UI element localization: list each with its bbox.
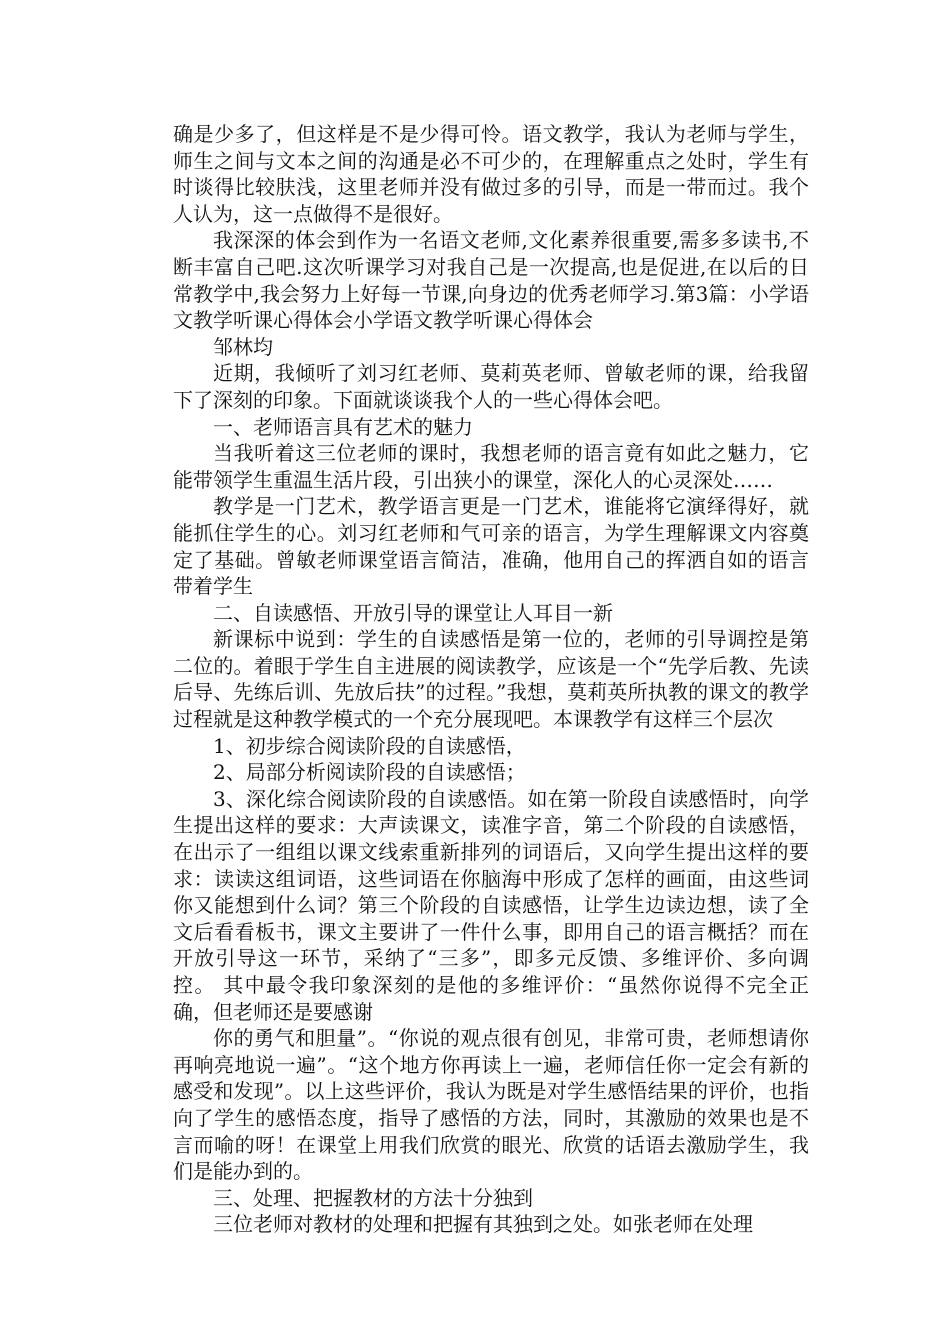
paragraph: 三位老师对教材的处理和把握有其独到之处。如张老师在处理 <box>213 1212 753 1237</box>
list-item: 3、深化综合阅读阶段的自读感悟。如在第一阶段自读感悟时，向学生提出这样的要求：大声读课文，读准字音，第二个阶段的自读感悟，在出示了一组组以课文线索重新排列的词语后，又向学生提出这样的要求：读读这组词语，这些词语在你脑海中形成了怎样的画面，由这些词你又能想到什么词？第三个阶段的自读感悟，让学生边读边想，读了全文后看看板书，课文主要讲了一件什么事，即用自己的语言概括？而在开放引导这一环节，采纳了“三多”，即多元反馈、多维评价、多向调控。 其中最令我印象深刻的是他的多维评价：“虽然你说得不完全正确，但老师还是要感谢 <box>173 786 809 1024</box>
list-item: 2、局部分析阅读阶段的自读感悟； <box>213 760 526 785</box>
author-line: 邹林均 <box>213 334 273 359</box>
paragraph: 近期，我倾听了刘习红老师、莫莉英老师、曾敏老师的课，给我留下了深刻的印象。下面就谈谈我个人的一些心得体会吧。 <box>173 361 809 412</box>
paragraph: 教学是一门艺术，教学语言更是一门艺术，谁能将它演绎得好，就能抓住学生的心。刘习红老师和气可亲的语言，为学生理解课文内容奠定了基础。曾敏老师课堂语言简洁，准确，他用自己的挥洒自如的语言带着学生 <box>173 494 809 599</box>
paragraph: 当我听着这三位老师的课时，我想老师的语言竟有如此之魅力，它能带领学生重温生活片段，引出狭小的课堂，深化人的心灵深处…… <box>173 441 809 492</box>
list-item: 1、初步综合阅读阶段的自读感悟， <box>213 733 526 758</box>
section-heading: 二、自读感悟、开放引导的课堂让人耳目一新 <box>213 600 613 625</box>
paragraph: 确是少多了，但这样是不是少得可怜。语文教学，我认为老师与学生，师生之间与文本之间的沟通是必不可少的，在理解重点之处时，学生有时谈得比较肤浅，这里老师并没有做过多的引导，而是一带而过。我个人认为，这一点做得不是很好。 <box>173 122 809 226</box>
paragraph: 我深深的体会到作为一名语文老师,文化素养很重要,需多多读书,不断丰富自己吧.这次听课学习对我自己是一次提高,也是促进,在以后的日常教学中,我会努力上好每一节课,向身边的优秀老师学习.第3篇：小学语文教学听课心得体会小学语文教学听课心得体会 <box>173 228 809 333</box>
section-heading: 三、处理、把握教材的方法十分独到 <box>213 1185 533 1210</box>
paragraph: 你的勇气和胆量”。“你说的观点很有创见，非常可贵，老师想请你再响亮地说一遍”。“这个地方你再读上一遍，老师信任你一定会有新的感受和发现”。以上这些评价，我认为既是对学生感悟结果的评价，也指向了学生的感悟态度，指导了感悟的方法，同时，其激励的效果也是不言而喻的呀！在课堂上用我们欣赏的眼光、欣赏的话语去激励学生，我们是能办到的。 <box>173 1026 809 1184</box>
section-heading: 一、老师语言具有艺术的魅力 <box>213 414 473 439</box>
document-body <box>173 121 809 1238</box>
paragraph: 新课标中说到：学生的自读感悟是第一位的，老师的引导调控是第二位的。着眼于学生自主进展的阅读教学，应该是一个“先学后教、先读后导、先练后训、先放后扶”的过程。”我想，莫莉英所执教的课文的教学过程就是这种教学模式的一个充分展现吧。本课教学有这样三个层次 <box>173 627 809 732</box>
